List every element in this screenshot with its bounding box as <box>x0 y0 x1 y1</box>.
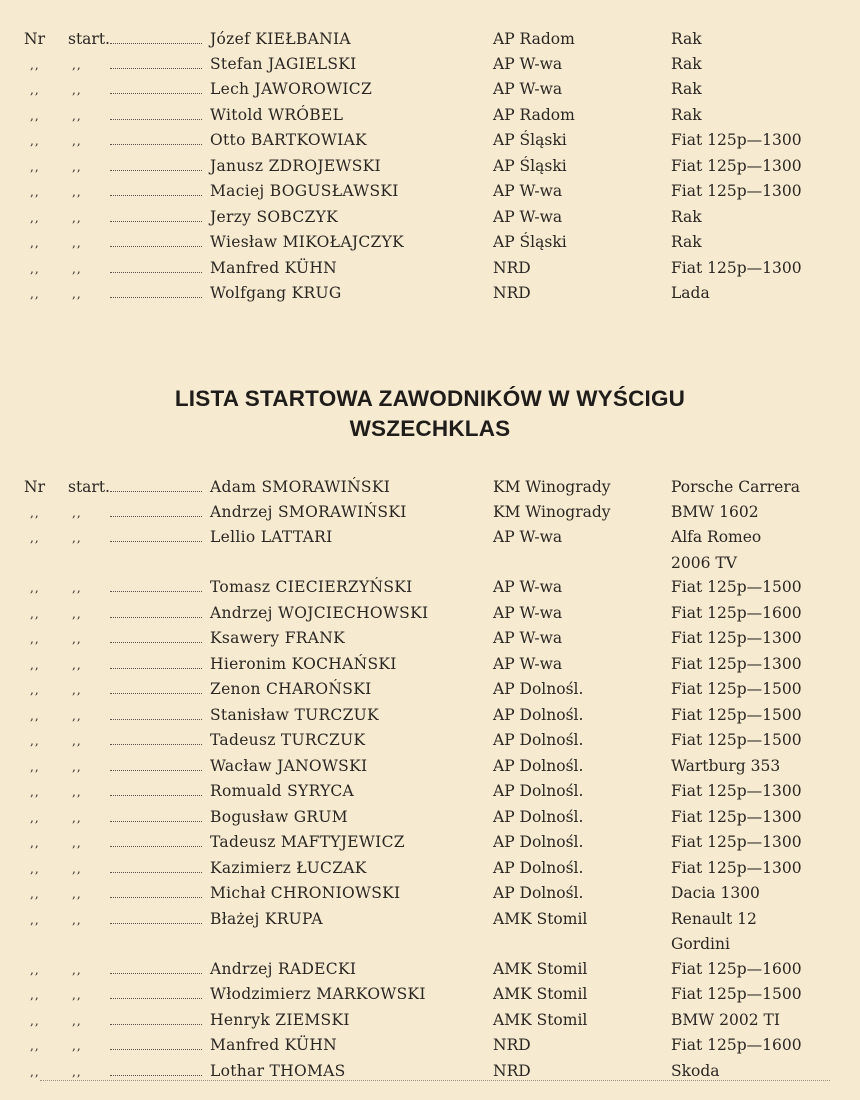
ditto-mark: ,, <box>72 185 82 199</box>
ditto-mark: ,, <box>72 836 82 850</box>
entry-row <box>24 907 841 933</box>
car-model-continued: 2006 TV <box>671 553 737 572</box>
car-model: Dacia 1300 <box>671 884 760 902</box>
club-name: AP Radom <box>493 105 575 124</box>
ditto-mark: ,, <box>72 988 82 1002</box>
club-name: AP W-wa <box>493 80 563 98</box>
start-number-blank <box>110 983 202 999</box>
ditto-mark: ,, <box>72 581 82 595</box>
start-number-blank <box>110 104 202 120</box>
club-name: AP Dolnośl. <box>493 833 584 851</box>
nr-label: Nr <box>24 30 45 48</box>
ditto-mark: ,, <box>30 657 40 672</box>
car-model: Fiat 125p—1300 <box>671 629 802 647</box>
driver-name: Andrzej RADECKI <box>210 959 357 978</box>
entry-row <box>24 652 841 678</box>
entry-row <box>24 500 841 526</box>
club-name: KM Winogrady <box>493 502 611 521</box>
start-number-blank <box>110 1009 202 1025</box>
ditto-mark: ,, <box>72 708 82 723</box>
driver-name: Tadeusz TURCZUK <box>210 731 366 749</box>
ditto-mark: ,, <box>30 683 40 697</box>
driver-name: Romuald SYRYCA <box>210 782 354 800</box>
club-name: AP Dolnośl. <box>493 884 584 902</box>
ditto-mark: ,, <box>72 683 82 697</box>
ditto-mark: ,, <box>72 261 82 276</box>
ditto-mark: ,, <box>30 581 40 595</box>
car-model: Fiat 125p—1300 <box>671 156 802 175</box>
entry-row <box>24 677 841 703</box>
ditto-mark: ,, <box>72 287 82 301</box>
car-model: Fiat 125p—1600 <box>671 1036 802 1054</box>
ditto-mark: ,, <box>30 505 40 520</box>
entry-row <box>24 754 841 780</box>
driver-name: Tadeusz MAFTYJEWICZ <box>210 833 405 851</box>
driver-name: Lech JAWOROWICZ <box>210 80 373 98</box>
entry-row <box>24 881 841 907</box>
club-name: AP Dolnośl. <box>493 756 584 775</box>
entry-row-continuation <box>24 932 841 957</box>
car-model: Fiat 125p—1500 <box>671 731 802 749</box>
ditto-mark: ,, <box>72 1013 82 1028</box>
start-number-blank <box>110 206 202 222</box>
car-model: Fiat 125p—1300 <box>671 131 802 149</box>
club-name: AP Dolnośl. <box>493 807 584 826</box>
ditto-mark: ,, <box>30 861 40 876</box>
heading-line-2: WSZECHKLAS <box>349 416 511 441</box>
ditto-mark: ,, <box>72 734 82 748</box>
bottom-divider <box>40 1080 830 1081</box>
driver-name: Józef KIEŁBANIA <box>210 30 351 48</box>
ditto-mark: ,, <box>72 810 82 825</box>
driver-name: Witold WRÓBEL <box>210 105 344 124</box>
car-model: Fiat 125p—1300 <box>671 807 802 826</box>
driver-name: Włodzimierz MARKOWSKI <box>210 985 426 1003</box>
ditto-mark: ,, <box>72 57 82 72</box>
entry-row-continuation <box>24 551 841 576</box>
driver-name: Lellio LATTARI <box>210 528 333 546</box>
ditto-mark: ,, <box>30 912 40 927</box>
start-number-blank <box>110 780 202 796</box>
start-number-blank <box>110 729 202 745</box>
entry-row <box>24 154 841 180</box>
ditto-mark: ,, <box>30 988 40 1002</box>
driver-name: Lothar THOMAS <box>210 1061 346 1080</box>
start-number-blank <box>110 526 202 542</box>
driver-name: Henryk ZIEMSKI <box>210 1010 350 1029</box>
driver-name: Maciej BOGUSŁAWSKI <box>210 182 399 200</box>
club-name: AP Śląski <box>493 131 567 149</box>
start-label: start. <box>68 478 110 496</box>
driver-name: Zenon CHAROŃSKI <box>210 680 372 698</box>
club-name: AP W-wa <box>493 54 563 73</box>
entry-row <box>24 856 841 882</box>
entry-row <box>24 982 841 1008</box>
driver-name: Manfred KÜHN <box>210 1036 338 1054</box>
car-model: Rak <box>671 30 702 48</box>
driver-name: Hieronim KOCHAŃSKI <box>210 654 397 673</box>
club-name: AP Dolnośl. <box>493 858 584 877</box>
car-model: Rak <box>671 207 702 226</box>
entry-row <box>24 575 841 601</box>
car-model: Fiat 125p—1300 <box>671 258 802 277</box>
ditto-mark: ,, <box>72 785 82 799</box>
car-model: Skoda <box>671 1061 720 1080</box>
ditto-mark: ,, <box>30 210 40 225</box>
ditto-mark: ,, <box>72 159 82 174</box>
car-model: Rak <box>671 54 702 73</box>
entry-row <box>24 1008 841 1034</box>
ditto-mark: ,, <box>30 1013 40 1028</box>
ditto-mark: ,, <box>72 887 82 901</box>
driver-name: Ksawery FRANK <box>210 629 345 647</box>
start-number-blank <box>110 155 202 171</box>
entry-row <box>24 27 841 52</box>
driver-name: Stefan JAGIELSKI <box>210 54 357 73</box>
entry-row <box>24 805 841 831</box>
ditto-mark: ,, <box>72 505 82 520</box>
start-number-blank <box>110 882 202 898</box>
entry-row <box>24 179 841 205</box>
start-number-blank <box>110 501 202 517</box>
car-model: Fiat 125p—1300 <box>671 833 802 851</box>
all-class-race-starting-list-table <box>24 475 841 1084</box>
entry-row <box>24 52 841 78</box>
ditto-mark: ,, <box>30 185 40 199</box>
driver-name: Stanisław TURCZUK <box>210 705 379 724</box>
club-name: AMK Stomil <box>493 909 588 928</box>
ditto-mark: ,, <box>30 531 40 545</box>
ditto-mark: ,, <box>30 708 40 723</box>
ditto-mark: ,, <box>30 57 40 72</box>
start-number-blank <box>110 231 202 247</box>
car-model: Porsche Carrera <box>671 478 801 496</box>
start-number-blank <box>110 653 202 669</box>
entry-row <box>24 475 841 500</box>
car-model: Fiat 125p—1500 <box>671 985 802 1003</box>
club-name: NRD <box>493 1036 531 1054</box>
driver-name: Andrzej SMORAWIŃSKI <box>210 502 407 521</box>
driver-name: Kazimierz ŁUCZAK <box>210 858 367 877</box>
ditto-mark: ,, <box>30 734 40 748</box>
ditto-mark: ,, <box>30 606 40 621</box>
driver-name: Bogusław GRUM <box>210 807 348 826</box>
ditto-mark: ,, <box>30 759 40 774</box>
car-model: Fiat 125p—1500 <box>671 705 802 724</box>
club-name: AP W-wa <box>493 629 563 647</box>
ditto-mark: ,, <box>72 83 82 97</box>
club-name: AP Dolnośl. <box>493 731 584 749</box>
ditto-mark: ,, <box>30 836 40 850</box>
car-model: BMW 1602 <box>671 502 759 521</box>
entry-row <box>24 205 841 231</box>
club-name: AMK Stomil <box>493 1010 588 1029</box>
ditto-mark: ,, <box>30 287 40 301</box>
driver-name: Wiesław MIKOŁAJCZYK <box>210 233 404 251</box>
driver-name: Manfred KÜHN <box>210 258 338 277</box>
start-number-blank <box>110 958 202 974</box>
start-number-blank <box>110 257 202 273</box>
start-number-blank <box>110 755 202 771</box>
ditto-mark: ,, <box>72 962 82 977</box>
ditto-mark: ,, <box>30 1039 40 1053</box>
car-model: Fiat 125p—1600 <box>671 603 802 622</box>
driver-name: Andrzej WOJCIECHOWSKI <box>210 603 429 622</box>
ditto-mark: ,, <box>72 108 82 123</box>
start-number-blank <box>110 129 202 145</box>
start-label: start. <box>68 30 110 48</box>
entry-row <box>24 525 841 551</box>
driver-name: Janusz ZDROJEWSKI <box>210 156 381 175</box>
club-name: AMK Stomil <box>493 959 588 978</box>
club-name: AP W-wa <box>493 528 563 546</box>
starting-list-table <box>24 27 841 307</box>
car-model: Wartburg 353 <box>671 756 781 775</box>
ditto-mark: ,, <box>30 785 40 799</box>
start-number-blank <box>110 627 202 643</box>
driver-name: Wacław JANOWSKI <box>210 756 368 775</box>
club-name: AP Śląski <box>493 156 567 175</box>
club-name: NRD <box>493 258 531 277</box>
driver-name: Otto BARTKOWIAK <box>210 131 367 149</box>
driver-name: Jerzy SOBCZYK <box>210 207 338 226</box>
entry-row <box>24 128 841 154</box>
start-number-blank <box>110 282 202 298</box>
club-name: NRD <box>493 284 531 302</box>
start-number-blank <box>110 806 202 822</box>
ditto-mark: ,, <box>30 236 40 250</box>
ditto-mark: ,, <box>72 657 82 672</box>
start-number-blank <box>110 476 202 492</box>
club-name: AP Śląski <box>493 233 567 251</box>
ditto-mark: ,, <box>30 632 40 646</box>
ditto-mark: ,, <box>72 1039 82 1053</box>
entry-row <box>24 230 841 256</box>
heading-line-1: LISTA STARTOWA ZAWODNIKÓW W WYŚCIGU <box>174 386 686 411</box>
start-number-blank <box>110 908 202 924</box>
ditto-mark: ,, <box>72 759 82 774</box>
entry-row <box>24 601 841 627</box>
club-name: AP W-wa <box>493 182 563 200</box>
start-number-blank <box>110 678 202 694</box>
entry-row <box>24 256 841 282</box>
ditto-mark: ,, <box>30 108 40 123</box>
club-name: AP Dolnośl. <box>493 705 584 724</box>
car-model: BMW 2002 TI <box>671 1010 780 1029</box>
ditto-mark: ,, <box>30 134 40 148</box>
start-number-blank <box>110 53 202 69</box>
start-number-blank <box>110 831 202 847</box>
club-name: AP W-wa <box>493 578 563 596</box>
entry-row <box>24 779 841 805</box>
club-name: AP W-wa <box>493 654 563 673</box>
club-name: KM Winogrady <box>493 478 611 496</box>
ditto-mark: ,, <box>72 606 82 621</box>
start-number-blank <box>110 1060 202 1076</box>
entry-row <box>24 703 841 729</box>
entry-row <box>24 728 841 754</box>
car-model: Fiat 125p—1300 <box>671 782 802 800</box>
ditto-mark: ,, <box>30 159 40 174</box>
car-model: Renault 12 <box>671 909 757 928</box>
driver-name: Tomasz CIECIERZYŃSKI <box>210 578 413 596</box>
car-model: Fiat 125p—1500 <box>671 578 802 596</box>
ditto-mark: ,, <box>30 962 40 977</box>
entry-row <box>24 1033 841 1059</box>
club-name: AP Radom <box>493 30 575 48</box>
section-heading <box>0 384 860 444</box>
ditto-mark: ,, <box>30 887 40 901</box>
ditto-mark: ,, <box>30 261 40 276</box>
driver-name: Błażej KRUPA <box>210 909 323 928</box>
club-name: AP Dolnośl. <box>493 782 584 800</box>
car-model: Lada <box>671 284 710 302</box>
ditto-mark: ,, <box>72 210 82 225</box>
car-model: Fiat 125p—1300 <box>671 858 802 877</box>
club-name: AP W-wa <box>493 207 563 226</box>
entry-row <box>24 830 841 856</box>
club-name: NRD <box>493 1061 531 1080</box>
entry-row <box>24 281 841 307</box>
club-name: AP W-wa <box>493 603 563 622</box>
entry-row <box>24 103 841 129</box>
ditto-mark: ,, <box>30 1064 40 1079</box>
car-model: Rak <box>671 80 702 98</box>
car-model: Alfa Romeo <box>671 528 762 546</box>
entry-row <box>24 626 841 652</box>
start-number-blank <box>110 78 202 94</box>
entry-row <box>24 77 841 103</box>
ditto-mark: ,, <box>72 236 82 250</box>
start-number-blank <box>110 602 202 618</box>
ditto-mark: ,, <box>72 531 82 545</box>
ditto-mark: ,, <box>30 810 40 825</box>
car-model-continued: Gordini <box>671 935 730 953</box>
car-model: Rak <box>671 105 702 124</box>
car-model: Fiat 125p—1300 <box>671 654 802 673</box>
driver-name: Adam SMORAWIŃSKI <box>210 478 391 496</box>
ditto-mark: ,, <box>72 861 82 876</box>
driver-name: Michał CHRONIOWSKI <box>210 884 401 902</box>
ditto-mark: ,, <box>30 83 40 97</box>
car-model: Fiat 125p—1600 <box>671 959 802 978</box>
ditto-mark: ,, <box>72 632 82 646</box>
car-model: Fiat 125p—1500 <box>671 680 802 698</box>
car-model: Fiat 125p—1300 <box>671 182 802 200</box>
start-number-blank <box>110 576 202 592</box>
start-number-blank <box>110 28 202 44</box>
ditto-mark: ,, <box>72 912 82 927</box>
start-number-blank <box>110 704 202 720</box>
club-name: AMK Stomil <box>493 985 588 1003</box>
start-number-blank <box>110 180 202 196</box>
ditto-mark: ,, <box>72 134 82 148</box>
start-number-blank <box>110 857 202 873</box>
driver-name: Wolfgang KRUG <box>210 284 342 302</box>
ditto-mark: ,, <box>72 1064 82 1079</box>
car-model: Rak <box>671 233 702 251</box>
start-number-blank <box>110 1034 202 1050</box>
club-name: AP Dolnośl. <box>493 680 584 698</box>
nr-label: Nr <box>24 478 45 496</box>
entry-row <box>24 957 841 983</box>
